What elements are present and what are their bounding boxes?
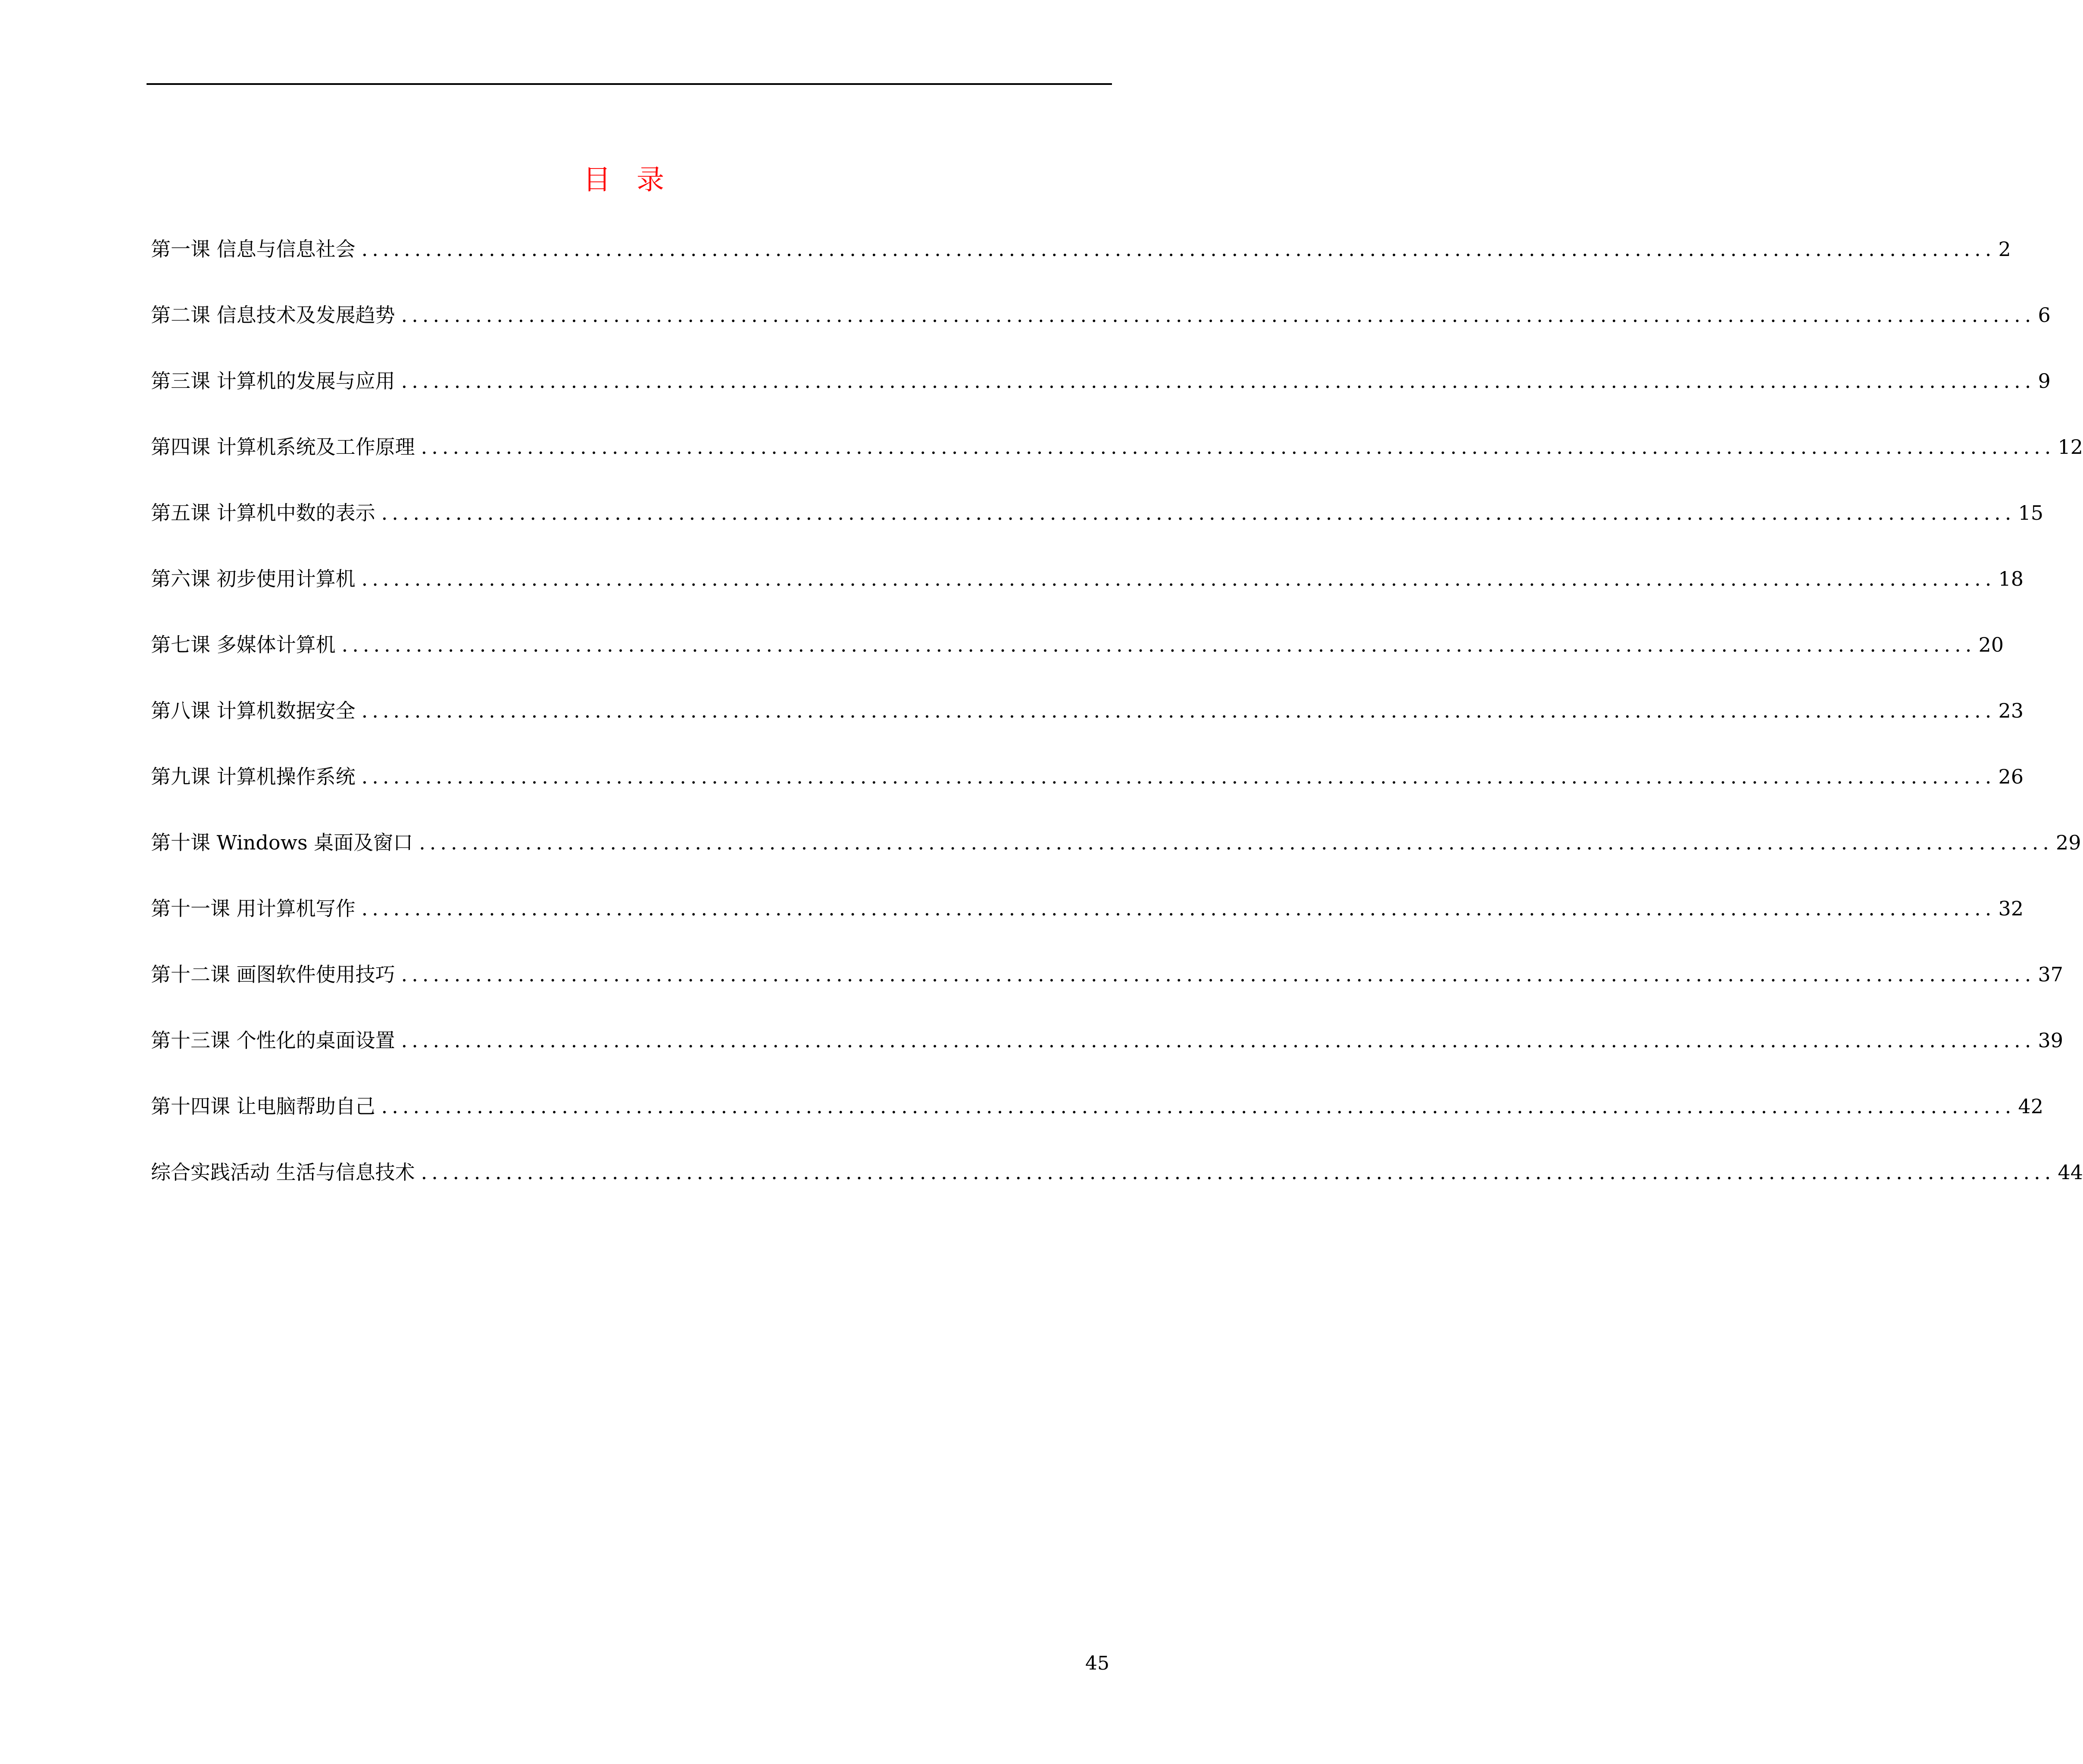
toc-entry-label: 第十课 Windows 桌面及窗口 [151,831,413,854]
header-rule [147,83,1112,85]
toc-entry-label: 第五课 计算机中数的表示 [151,501,375,525]
toc-entry-label: 第十四课 让电脑帮助自己 [151,1095,375,1118]
toc-entry-page: 23 [1998,699,2024,722]
toc-entry-page: 9 [2038,369,2051,393]
toc-entry-page: 18 [1998,567,2024,590]
toc-entry-page: 12 [2058,435,2083,459]
toc-leader-dots: .......................................................................................................................................................... [401,963,2036,986]
toc-leader-dots: .......................................................................................................................................................... [361,765,1996,788]
toc-leader-dots: .......................................................................................................................................................... [361,699,1996,722]
toc-entry-label: 第三课 计算机的发展与应用 [151,369,395,393]
toc-entry[interactable] [151,426,2083,492]
toc-entry-label: 第七课 多媒体计算机 [151,633,336,656]
toc-entry-page: 20 [1978,633,2004,656]
page-number: 45 [1085,1652,1109,1674]
toc-entry-page: 39 [2038,1029,2063,1052]
toc-leader-dots: .......................................................................................................................................................... [401,1029,2036,1052]
toc-entry-label: 第二课 信息技术及发展趋势 [151,303,395,327]
toc-entry-label: 第六课 初步使用计算机 [151,567,356,590]
toc-entry[interactable] [151,624,2004,690]
toc-leader-dots: .......................................................................................................................................................... [381,501,2016,525]
toc-leader-dots: .......................................................................................................................................................... [419,831,2053,854]
toc-entry-page: 2 [1998,237,2011,261]
toc-leader-dots: .......................................................................................................................................................... [381,1095,2016,1118]
toc-entry-page: 15 [2018,501,2043,525]
toc-entry[interactable] [151,492,2043,558]
toc-leader-dots: .......................................................................................................................................................... [401,369,2036,393]
toc-entry[interactable] [151,822,2081,888]
toc-entry-label: 第四课 计算机系统及工作原理 [151,435,415,459]
toc-entry[interactable] [151,1086,2043,1152]
toc-entry-label: 综合实践活动 生活与信息技术 [151,1161,415,1184]
toc-entry[interactable] [151,888,2024,954]
toc-entry[interactable] [151,756,2024,822]
toc-entry-page: 32 [1998,897,2024,920]
toc-title: 目录 [583,164,690,196]
toc-entry-page: 37 [2038,963,2063,986]
toc-entry[interactable] [151,558,2024,624]
toc-entry-page: 42 [2018,1095,2043,1118]
toc-entry-page: 26 [1998,765,2024,788]
toc-entry-page: 44 [2058,1161,2083,1184]
toc-entry-label: 第十二课 画图软件使用技巧 [151,963,395,986]
toc-entry-page: 6 [2038,303,2051,327]
toc-entry-label: 第九课 计算机操作系统 [151,765,356,788]
toc-leader-dots: .......................................................................................................................................................... [421,1161,2055,1184]
toc-entry-label: 第十一课 用计算机写作 [151,897,356,920]
toc-entry[interactable] [151,228,2011,294]
toc-leader-dots: .......................................................................................................................................................... [421,435,2055,459]
toc-entry[interactable] [151,1152,2083,1218]
toc-leader-dots: .......................................................................................................................................................... [401,303,2036,327]
toc-leader-dots: .......................................................................................................................................................... [361,897,1996,920]
toc-entry[interactable] [151,294,2051,360]
toc-leader-dots: .......................................................................................................................................................... [341,633,1976,656]
toc-entry[interactable] [151,954,2063,1020]
toc-entry-label: 第八课 计算机数据安全 [151,699,356,722]
toc-entry[interactable] [151,1020,2063,1086]
toc-entry-label: 第一课 信息与信息社会 [151,237,356,261]
toc-entry[interactable] [151,360,2051,426]
toc-leader-dots: .......................................................................................................................................................... [361,567,1996,590]
toc-entry-label: 第十三课 个性化的桌面设置 [151,1029,395,1052]
toc-list [151,228,2083,1218]
toc-entry-page: 29 [2056,831,2081,854]
toc-leader-dots: .......................................................................................................................................................... [361,237,1996,261]
toc-entry[interactable] [151,690,2024,756]
